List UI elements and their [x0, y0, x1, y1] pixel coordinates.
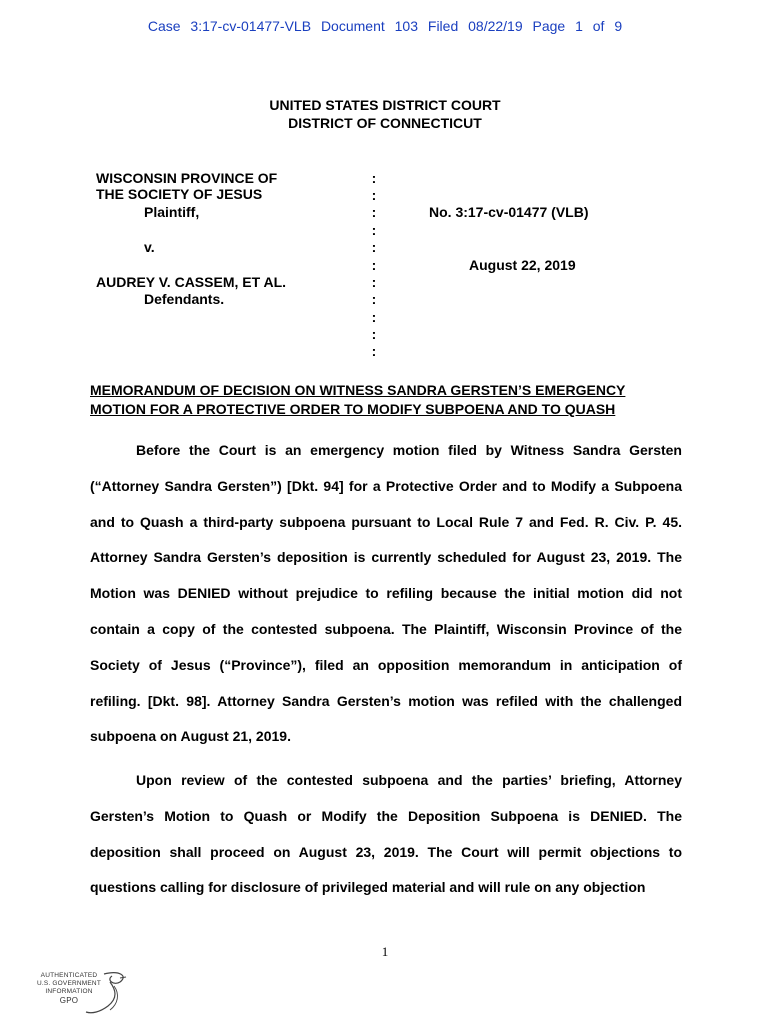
seal-text-line4: GPO [59, 996, 79, 1005]
memorandum-title: MEMORANDUM OF DECISION ON WITNESS SANDRA GERSTEN’S EMERGENCY MOTION FOR A PROTECTIVE ORDER TO MODIFY SUBPOENA AND TO QUASH [90, 382, 626, 417]
defendant-name: AUDREY V. CASSEM, ET AL. [96, 274, 287, 290]
plaintiff-name-line2: THE SOCIETY OF JESUS [96, 186, 263, 202]
court-heading [0, 96, 770, 132]
caption-colon: : [371, 257, 377, 273]
case-header-stamp: Case 3:17-cv-01477-VLB Document 103 Filed 08/22/19 Page 1 of 9 [147, 18, 623, 34]
caption-colon: : [371, 170, 377, 186]
court-name: UNITED STATES DISTRICT COURT [269, 97, 501, 113]
caption-colon: : [371, 326, 377, 342]
plaintiff-role: Plaintiff, [144, 204, 200, 220]
plaintiff-name-line1: WISCONSIN PROVINCE OF [96, 170, 278, 186]
decision-date: August 22, 2019 [469, 257, 576, 273]
eagle-seal-icon [34, 968, 130, 1016]
versus-label: v. [144, 239, 155, 255]
paragraph-text: Upon review of the contested subpoena and the parties’ briefing, Attorney Gersten’s Motion to Quash or Modify the Deposition Subpoena is DENIED. The deposition shall proceed on August 23, 2019. The Court will permit objections to questions calling for disclosure of privileged material and will rule on any objection [90, 772, 682, 896]
caption-colon: : [371, 343, 377, 359]
case-number: No. 3:17-cv-01477 (VLB) [429, 204, 589, 220]
caption-colon: : [371, 222, 377, 238]
seal-text-line2: U.S. GOVERNMENT [36, 980, 102, 987]
caption-colon: : [371, 309, 377, 325]
body-paragraph-1 [90, 433, 682, 755]
page-number: 1 [381, 944, 389, 959]
caption-colon: : [371, 239, 377, 255]
defendant-role: Defendants. [144, 291, 225, 307]
caption-colon: : [371, 291, 377, 307]
caption-colon: : [371, 274, 377, 290]
caption-colon: : [371, 204, 377, 220]
court-district: DISTRICT OF CONNECTICUT [288, 115, 482, 131]
gpo-authentication-seal [34, 968, 130, 1016]
seal-text-line3: INFORMATION [45, 988, 93, 995]
paragraph-text: Before the Court is an emergency motion filed by Witness Sandra Gersten (“Attorney Sandra Gersten”) [Dkt. 94] for a Protective Order and to Modify a Subpoena and to Quash a third-party subpoena pursuant to Local Rule 7 and Fed. R. Civ. P. 45. Attorney Sandra Gersten’s deposition is currently scheduled for August 23, 2019. The Motion was DENIED without prejudice to refiling because the initial motion did not contain a copy of the contested subpoena. The Plaintiff, Wisconsin Province of the Society of Jesus (“Province”), filed an opposition memorandum in anticipation of refiling. [Dkt. 98]. Attorney Sandra Gersten’s motion was refiled with the challenged subpoena on August 21, 2019. [90, 442, 682, 745]
seal-text-line1: AUTHENTICATED [40, 972, 98, 979]
case-caption [96, 170, 696, 360]
body-paragraph-2 [90, 763, 682, 906]
caption-colon: : [371, 187, 377, 203]
